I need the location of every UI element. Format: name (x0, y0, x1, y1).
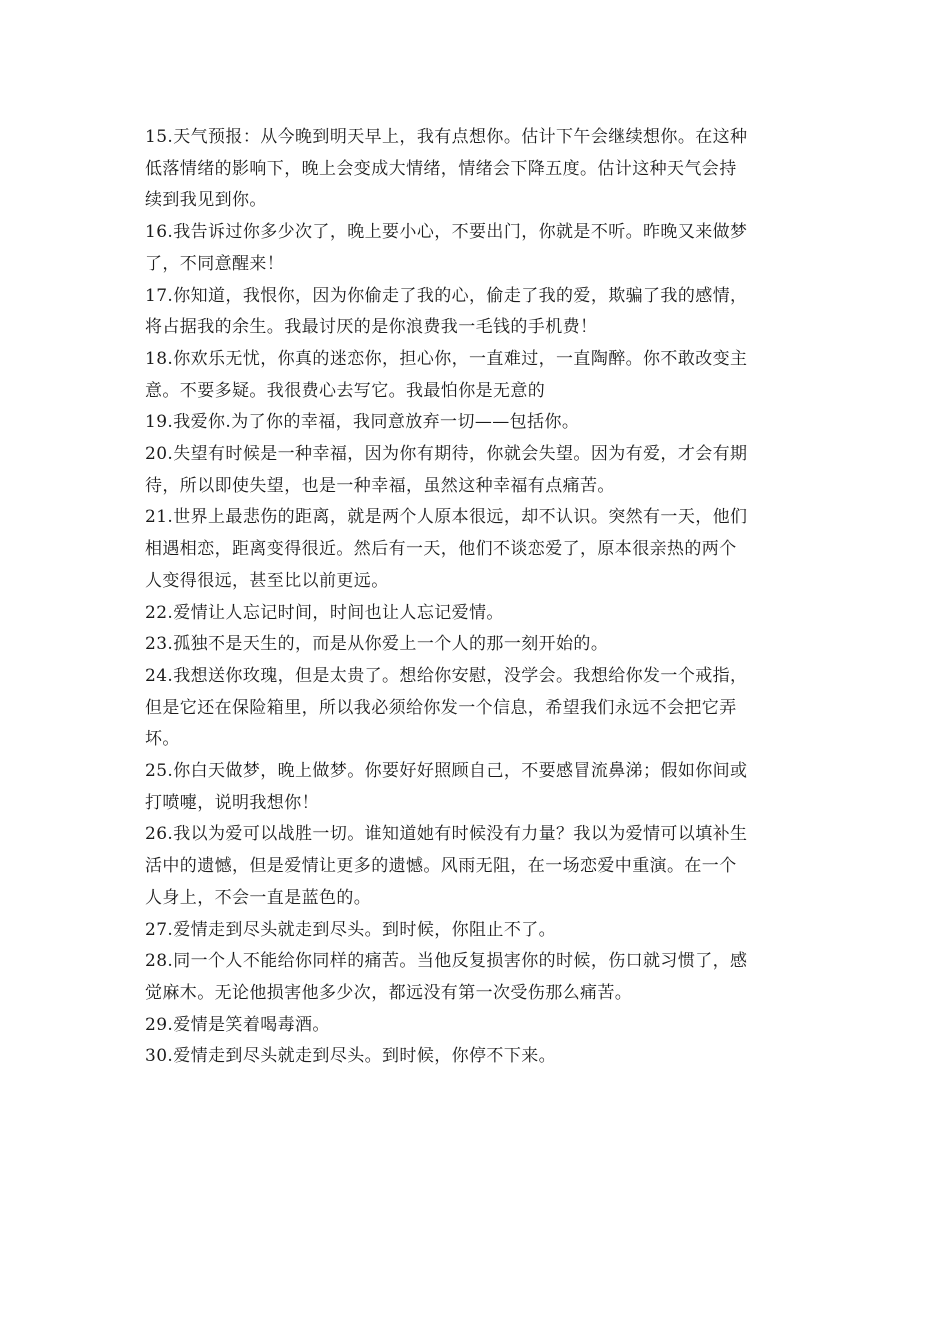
text-line: 觉麻木。无论他损害他多少次，都远没有第一次受伤那么痛苦。 (145, 982, 633, 1003)
text-line: 但是它还在保险箱里，所以我必须给你发一个信息，希望我们永远不会把它弄 (145, 697, 737, 718)
text-line: 意。不要多疑。我很费心去写它。我最怕你是无意的 (145, 380, 546, 401)
text-line: 将占据我的余生。我最讨厌的是你浪费我一毛钱的手机费！ (145, 317, 598, 338)
text-line: 23.孤独不是天生的，而是从你爱上一个人的那一刻开始的。 (145, 634, 609, 655)
text-line: 相遇相恋，距离变得很近。然后有一天，他们不谈恋爱了，原本很亲热的两个 (145, 539, 737, 560)
text-line: 19.我爱你.为了你的幸福，我同意放弃一切——包括你。 (145, 412, 580, 433)
text-line: 20.失望有时候是一种幸福，因为你有期待，你就会失望。因为有爱，才会有期 (145, 444, 748, 465)
text-line: 15.天气预报：从今晚到明天早上，我有点想你。估计下午会继续想你。在这种 (145, 127, 748, 147)
text-line: 了，不同意醒来！ (145, 253, 285, 274)
text-line: 30.爱情走到尽头就走到尽头。到时候，你停不下来。 (145, 1046, 557, 1067)
text-line: 坏。 (145, 729, 180, 750)
text-line: 人变得很远，甚至比以前更远。 (145, 570, 389, 591)
text-line: 22.爱情让人忘记时间，时间也让人忘记爱情。 (145, 602, 504, 623)
text-line: 打喷嚏，说明我想你！ (145, 792, 319, 813)
text-line: 21.世界上最悲伤的距离，就是两个人原本很远，却不认识。突然有一天，他们 (145, 507, 748, 528)
text-line: 18.你欢乐无忧，你真的迷恋你，担心你，一直难过，一直陶醉。你不敢改变主 (145, 348, 748, 369)
text-line: 27.爱情走到尽头就走到尽头。到时候，你阻止不了。 (145, 919, 557, 940)
text-line: 续到我见到你。 (145, 190, 267, 211)
text-line: 待，所以即使失望，也是一种幸福，虽然这种幸福有点痛苦。 (145, 475, 615, 496)
document-body (145, 122, 810, 1073)
text-line: 16.我告诉过你多少次了，晚上要小心，不要出门，你就是不听。昨晚又来做梦 (145, 222, 748, 243)
text-line: 活中的遗憾，但是爱情让更多的遗憾。风雨无阻，在一场恋爱中重演。在一个 (145, 856, 737, 877)
text-line: 24.我想送你玫瑰，但是太贵了。想给你安慰，没学会。我想给你发一个戒指， (145, 665, 748, 686)
text-line: 人身上，不会一直是蓝色的。 (145, 887, 372, 908)
text-line: 25.你白天做梦，晚上做梦。你要好好照顾自己，不要感冒流鼻涕；假如你间或 (145, 761, 748, 782)
text-line: 低落情绪的影响下，晚上会变成大情绪，情绪会下降五度。估计这种天气会持 (145, 158, 737, 179)
text-line: 17.你知道，我恨你，因为你偷走了我的心，偷走了我的爱，欺骗了我的感情， (145, 285, 748, 306)
text-line: 28.同一个人不能给你同样的痛苦。当他反复损害你的时候，伤口就习惯了，感 (145, 951, 748, 972)
text-line: 29.爱情是笑着喝毒酒。 (145, 1014, 330, 1035)
text-line: 26.我以为爱可以战胜一切。谁知道她有时候没有力量？我以为爱情可以填补生 (145, 824, 748, 845)
